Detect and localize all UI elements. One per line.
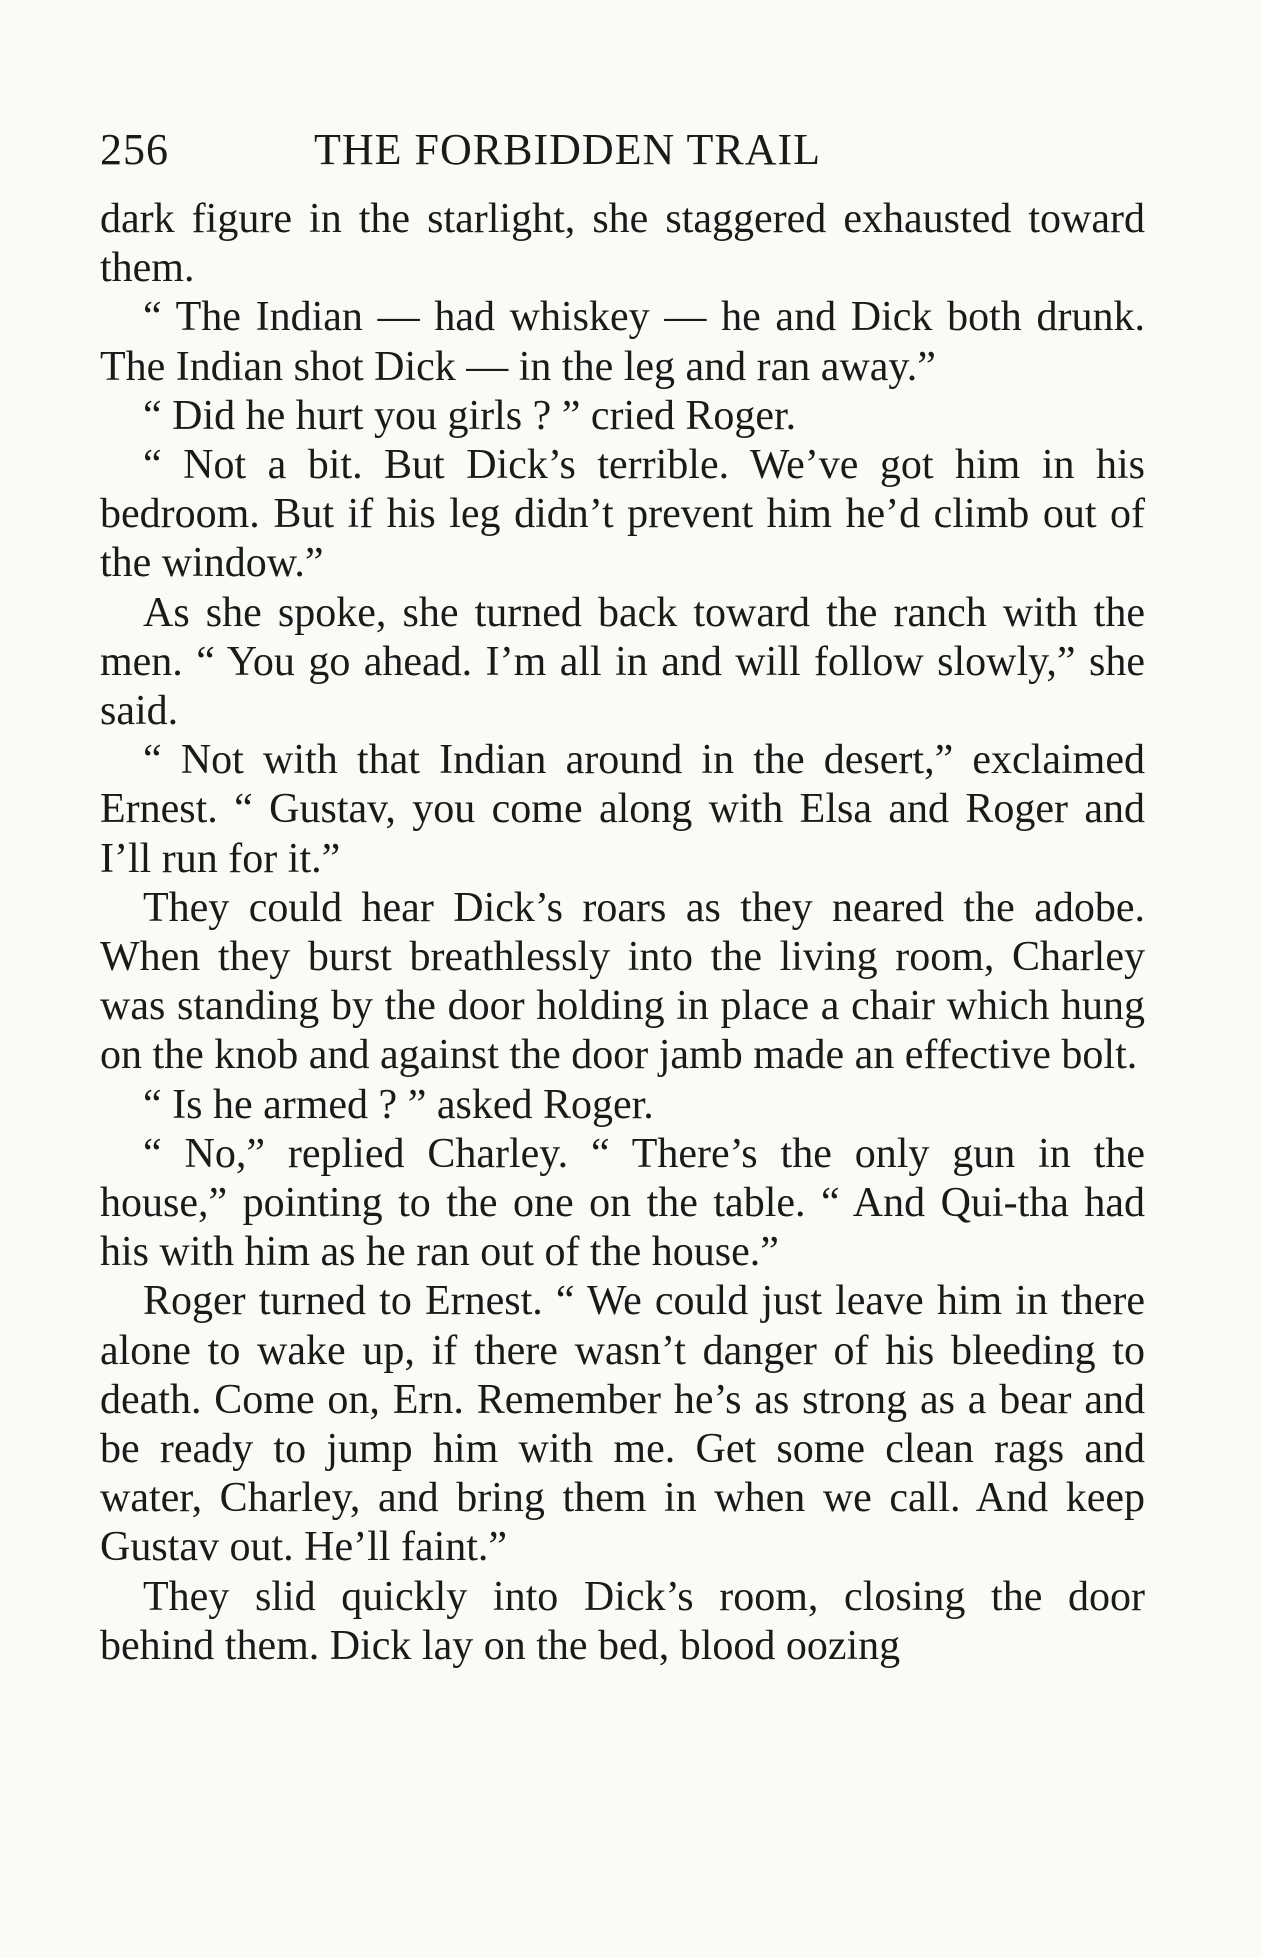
paragraph: “ No,” replied Charley. “ There’s the only gun in the house,” pointing to the one on the table. “ And Qui-tha had his with him as he ran out of the house.” (100, 1130, 1145, 1276)
paragraph: “ Is he armed ? ” asked Roger. (143, 1081, 654, 1128)
paragraph: As she spoke, she turned back toward the ranch with the men. “ You go ahead. I’m all in and will follow slowly,” she said. (100, 589, 1145, 735)
running-head: THE FORBIDDEN TRAIL (314, 125, 822, 174)
paragraph: They could hear Dick’s roars as they neared the adobe. When they burst breathlessly into the living room, Charley was standing by the door holding in place a chair which hung on the knob and against the door jamb made an effective bolt. (100, 884, 1145, 1079)
paragraph: They slid quickly into Dick’s room, closing the door behind them. Dick lay on the bed, blood oozing (100, 1573, 1145, 1669)
body-text (100, 195, 1145, 1875)
paragraph: Roger turned to Ernest. “ We could just leave him in there alone to wake up, if there wasn’t danger of his bleeding to death. Come on, Ern. Remember he’s as strong as a bear and be ready to jump him with me. Get some clean rags and water, Charley, and bring them in when we call. And keep Gustav out. He’ll faint.” (100, 1278, 1145, 1571)
page-header (100, 120, 1145, 180)
paragraph: “ Did he hurt you girls ? ” cried Roger. (143, 392, 797, 439)
paragraph: “ The Indian — had whiskey — he and Dick both drunk. The Indian shot Dick — in the leg and ran away.” (100, 294, 1145, 390)
book-page (100, 100, 1145, 1890)
paragraph: “ Not with that Indian around in the desert,” exclaimed Ernest. “ Gustav, you come along with Elsa and Roger and I’ll run for it.” (100, 737, 1145, 882)
paragraph-continuation: dark figure in the starlight, she staggered exhausted toward them. (100, 196, 1145, 292)
page-number: 256 (100, 125, 169, 174)
paragraph: “ Not a bit. But Dick’s terrible. We’ve got him in his bedroom. But if his leg didn’t prevent him he’d climb out of the window.” (100, 442, 1145, 587)
